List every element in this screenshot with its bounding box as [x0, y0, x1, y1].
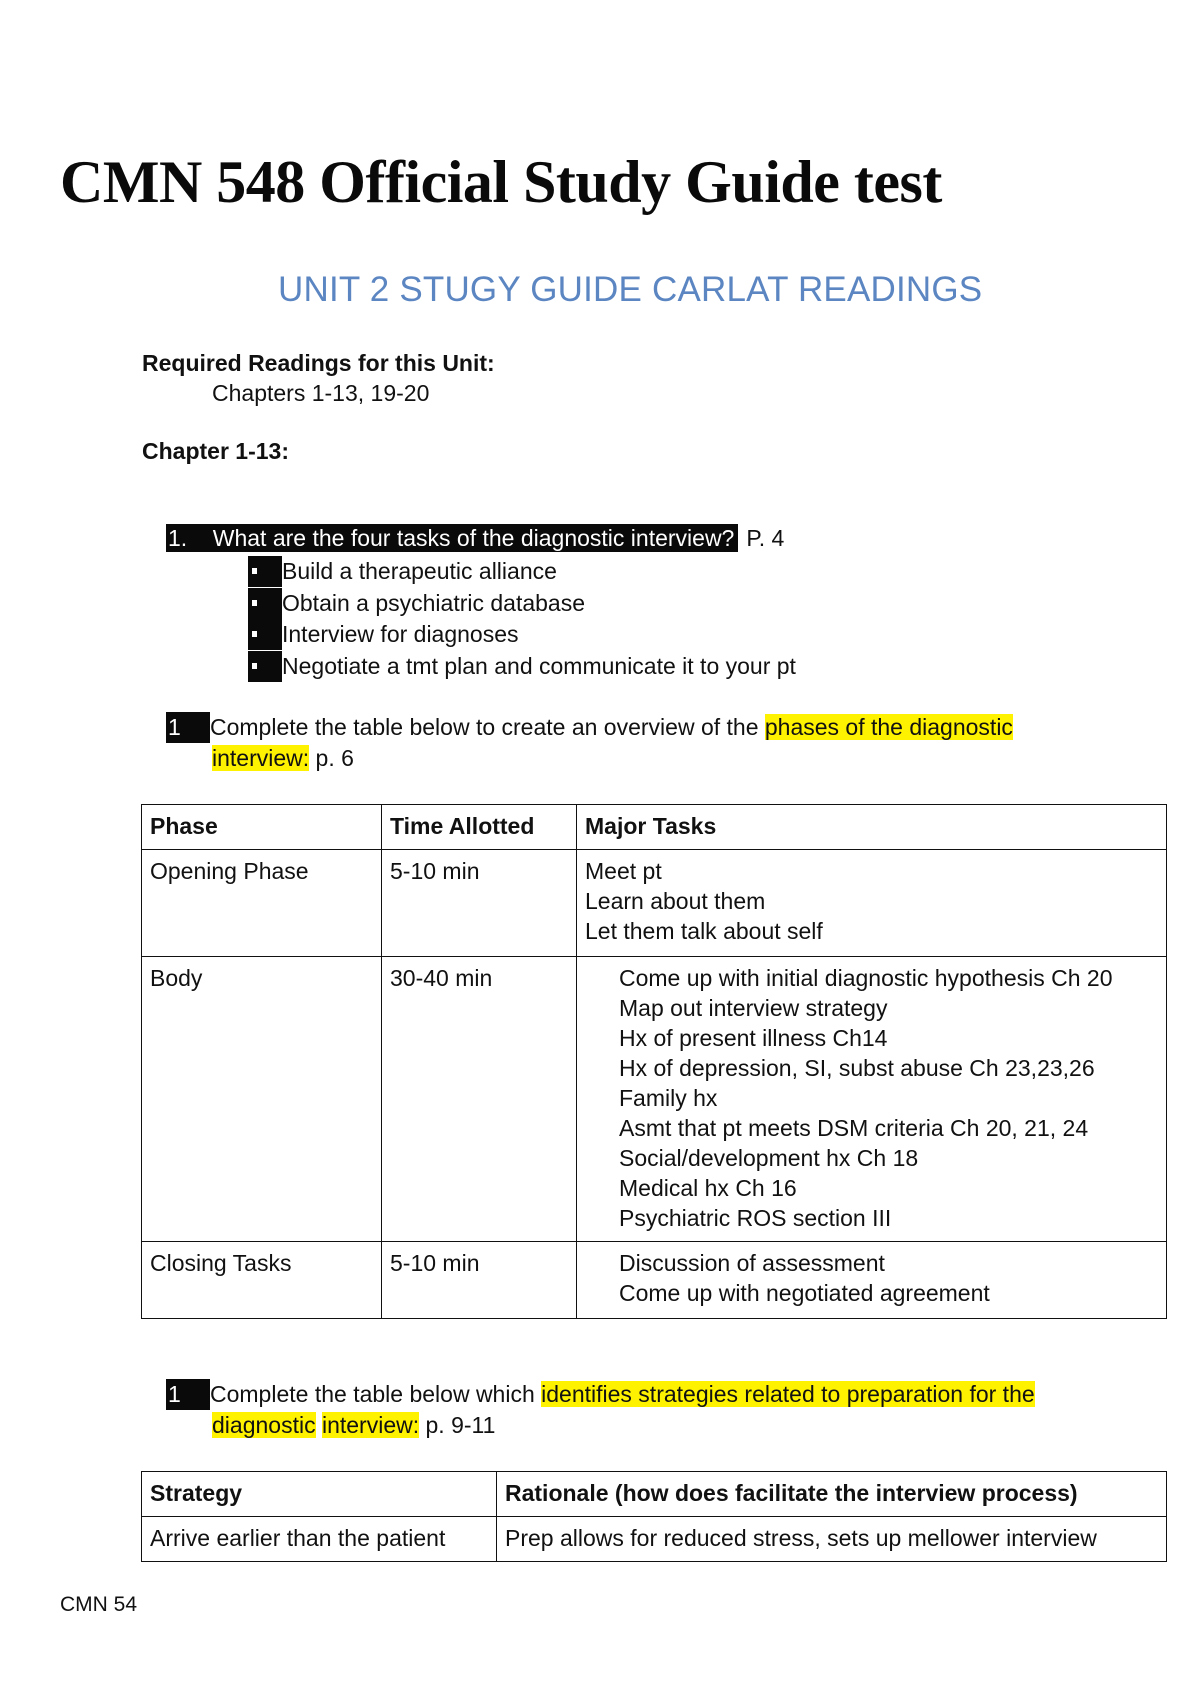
task-item: Come up with negotiated agreement [619, 1280, 990, 1306]
phases-table [141, 804, 1167, 1319]
column-header-tasks: Major Tasks [577, 805, 1167, 850]
task-item: Let them talk about self [585, 918, 823, 944]
question-1-answer-list [248, 556, 796, 682]
phase-cell: Closing Tasks [142, 1242, 382, 1319]
question-3-lead: Complete the table below which [210, 1381, 542, 1407]
tasks-cell [577, 1242, 1167, 1319]
document-title: CMN 548 Official Study Guide test [60, 149, 942, 215]
bullet-icon [248, 651, 282, 682]
table-row [142, 850, 1167, 957]
list-item [248, 651, 796, 683]
bullet-icon [248, 588, 282, 619]
column-header-phase: Phase [142, 805, 382, 850]
question-3-highlight-b2: interview: [321, 1412, 420, 1438]
question-1 [166, 525, 784, 552]
table-header-row [142, 805, 1167, 850]
task-item: Medical hx Ch 16 [619, 1175, 797, 1201]
phase-cell: Opening Phase [142, 850, 382, 957]
task-item: Come up with initial diagnostic hypothesis Ch 20 [619, 965, 1113, 991]
tasks-cell [577, 850, 1167, 957]
question-2-number: 1 [166, 712, 210, 743]
bullet-icon [248, 619, 282, 650]
list-item-text: Obtain a psychiatric database [282, 589, 586, 616]
table-row [142, 1242, 1167, 1319]
table-row [142, 1517, 1167, 1562]
time-cell: 5-10 min [382, 1242, 577, 1319]
table-row [142, 957, 1167, 1242]
list-item-text: Interview for diagnoses [282, 621, 519, 647]
task-item: Map out interview strategy [619, 995, 888, 1021]
question-1-redacted-text [166, 524, 738, 552]
task-item: Family hx [619, 1085, 718, 1111]
list-item [248, 588, 796, 620]
required-chapters: Chapters 1-13, 19-20 [212, 380, 430, 406]
time-cell: 30-40 min [382, 957, 577, 1242]
question-3-highlight-b1: diagnostic [212, 1412, 316, 1438]
question-3 [166, 1379, 1035, 1441]
unit-title: UNIT 2 STUGY GUIDE CARLAT READINGS [278, 270, 983, 309]
column-header-strategy: Strategy [142, 1472, 497, 1517]
task-item: Hx of present illness Ch14 [619, 1025, 888, 1051]
strategy-table [141, 1471, 1167, 1562]
strategy-cell: Arrive earlier than the patient [142, 1517, 497, 1562]
task-item: Learn about them [585, 888, 766, 914]
question-1-number: 1. [168, 525, 188, 551]
question-2-lead: Complete the table below to create an overview of the [210, 714, 765, 740]
question-3-highlight-a: identifies strategies related to preparation for the [541, 1381, 1035, 1407]
question-1-text: What are the four tasks of the diagnostic interview? [212, 525, 735, 551]
question-3-page-ref: p. 9-11 [419, 1412, 496, 1438]
column-header-rationale: Rationale (how does facilitate the interview process) [497, 1472, 1167, 1517]
question-2 [166, 712, 1013, 774]
task-item: Meet pt [585, 858, 662, 884]
task-item: Asmt that pt meets DSM criteria Ch 20, 21, 24 [619, 1115, 1089, 1141]
question-1-page-ref: P. 4 [746, 525, 785, 551]
table-header-row [142, 1472, 1167, 1517]
list-item-text: Build a therapeutic alliance [282, 558, 557, 584]
column-header-time: Time Allotted [382, 805, 577, 850]
bullet-icon [248, 556, 282, 587]
question-2-highlight-a: phases of the diagnostic [764, 714, 1013, 740]
page-footer: CMN 54 [60, 1593, 138, 1616]
required-readings-label: Required Readings for this Unit: [142, 350, 495, 376]
task-item: Hx of depression, SI, subst abuse Ch 23,23,26 [619, 1055, 1095, 1081]
list-item-text: Negotiate a tmt plan and communicate it to your pt [282, 652, 796, 679]
question-2-page-ref: p. 6 [309, 745, 354, 771]
task-item: Discussion of assessment [619, 1250, 885, 1276]
task-item: Psychiatric ROS section III [619, 1205, 892, 1231]
tasks-cell [577, 957, 1167, 1242]
phase-cell: Body [142, 957, 382, 1242]
list-item [248, 619, 796, 651]
list-item [248, 556, 796, 588]
rationale-cell: Prep allows for reduced stress, sets up mellower interview [497, 1517, 1167, 1562]
time-cell: 5-10 min [382, 850, 577, 957]
question-2-highlight-b: interview: [212, 745, 310, 771]
chapter-heading: Chapter 1-13: [142, 438, 289, 464]
question-3-number: 1 [166, 1379, 210, 1410]
task-item: Social/development hx Ch 18 [619, 1145, 919, 1171]
